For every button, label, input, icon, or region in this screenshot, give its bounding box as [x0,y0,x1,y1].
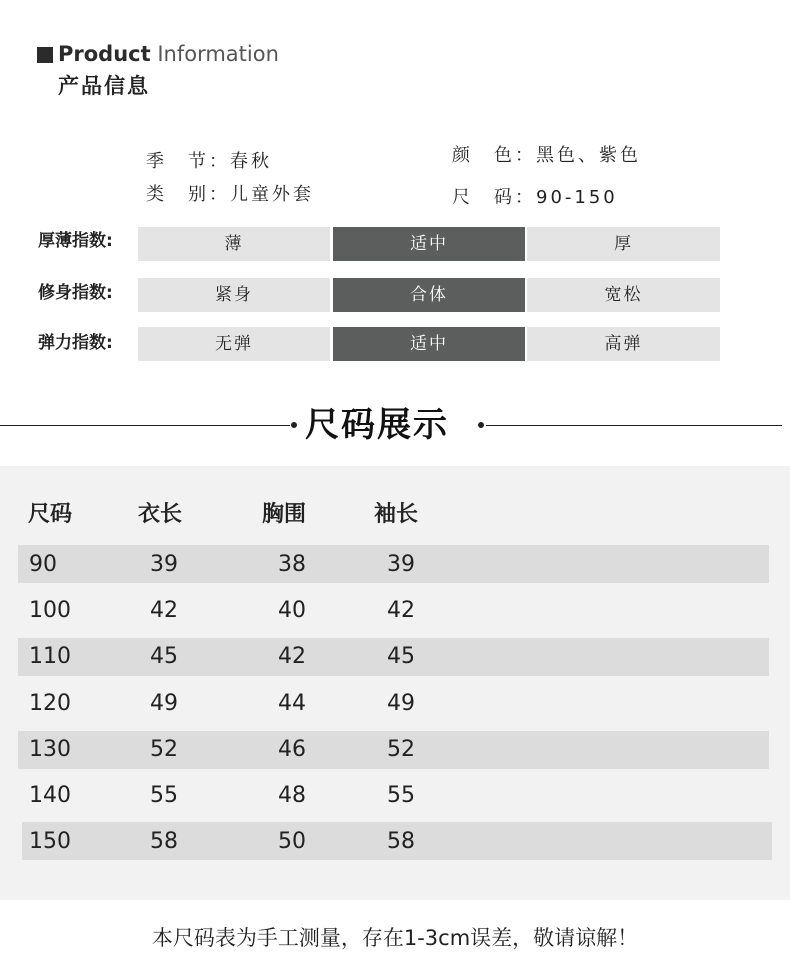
table-cell-chest: 40 [278,598,306,623]
section-dot-left-icon [291,422,297,428]
table-header-size: 尺码 [28,502,73,527]
attr-color-label: 颜 色： [452,145,536,166]
thickness-option-1: 适中 [333,227,525,261]
header-square-icon [37,47,53,63]
table-header-sleeve: 袖长 [374,502,419,527]
table-cell-chest: 50 [278,829,306,854]
table-cell-sleeve: 49 [387,691,415,716]
table-cell-sleeve: 52 [387,737,415,762]
table-cell-length: 52 [150,737,178,762]
elasticity-option-2: 高弹 [527,327,720,361]
table-cell-size: 110 [29,644,71,669]
table-cell-length: 42 [150,598,178,623]
fit-option-2: 宽松 [527,278,720,312]
attr-season-label: 季 节： [146,151,230,172]
attr-color-value: 黑色、紫色 [536,145,641,166]
table-header-chest: 胸围 [262,502,307,527]
table-cell-size: 90 [29,552,57,577]
attr-season-value: 春秋 [230,151,272,172]
header-title-en [58,40,279,68]
index-label-elasticity: 弹力指数: [38,333,113,353]
table-cell-size: 140 [29,783,71,808]
attr-category-value: 儿童外套 [230,184,314,205]
section-divider-right [486,425,782,426]
fit-option-1: 合体 [333,278,525,312]
table-header-length: 衣长 [138,502,183,527]
table-cell-length: 45 [150,644,178,669]
table-cell-chest: 46 [278,737,306,762]
section-dot-right-icon [478,422,484,428]
table-cell-chest: 42 [278,644,306,669]
attr-size-label: 尺 码： [452,187,536,208]
elasticity-option-1: 适中 [333,327,525,361]
table-cell-sleeve: 45 [387,644,415,669]
table-cell-sleeve: 39 [387,552,415,577]
header-title-en-light: Information [157,42,279,66]
measurement-note: 本尺码表为手工测量，存在1-3cm误差，敬请谅解！ [151,926,639,950]
table-cell-length: 39 [150,552,178,577]
elasticity-option-0: 无弹 [138,327,330,361]
table-cell-sleeve: 58 [387,829,415,854]
index-label-thickness: 厚薄指数: [38,231,113,251]
index-label-fit: 修身指数: [38,283,113,303]
attr-size [452,186,618,210]
thickness-option-2: 厚 [527,227,720,261]
attr-color [452,144,641,168]
table-cell-size: 130 [29,737,71,762]
table-cell-chest: 48 [278,783,306,808]
table-cell-length: 49 [150,691,178,716]
attr-category [146,183,314,207]
attr-category-label: 类 别： [146,184,230,205]
attr-season [146,150,272,174]
table-cell-sleeve: 55 [387,783,415,808]
table-cell-size: 100 [29,598,71,623]
fit-option-0: 紧身 [138,278,330,312]
table-cell-size: 120 [29,691,71,716]
table-cell-sleeve: 42 [387,598,415,623]
section-title: 尺码展示 [305,405,449,445]
table-cell-length: 58 [150,829,178,854]
section-divider-left [0,425,290,426]
table-cell-chest: 38 [278,552,306,577]
table-cell-chest: 44 [278,691,306,716]
thickness-option-0: 薄 [138,227,330,261]
header-title-en-bold: Product [58,42,151,66]
header-title-cn: 产品信息 [58,74,150,98]
table-cell-length: 55 [150,783,178,808]
attr-size-value: 90-150 [536,187,618,208]
table-cell-size: 150 [29,829,71,854]
